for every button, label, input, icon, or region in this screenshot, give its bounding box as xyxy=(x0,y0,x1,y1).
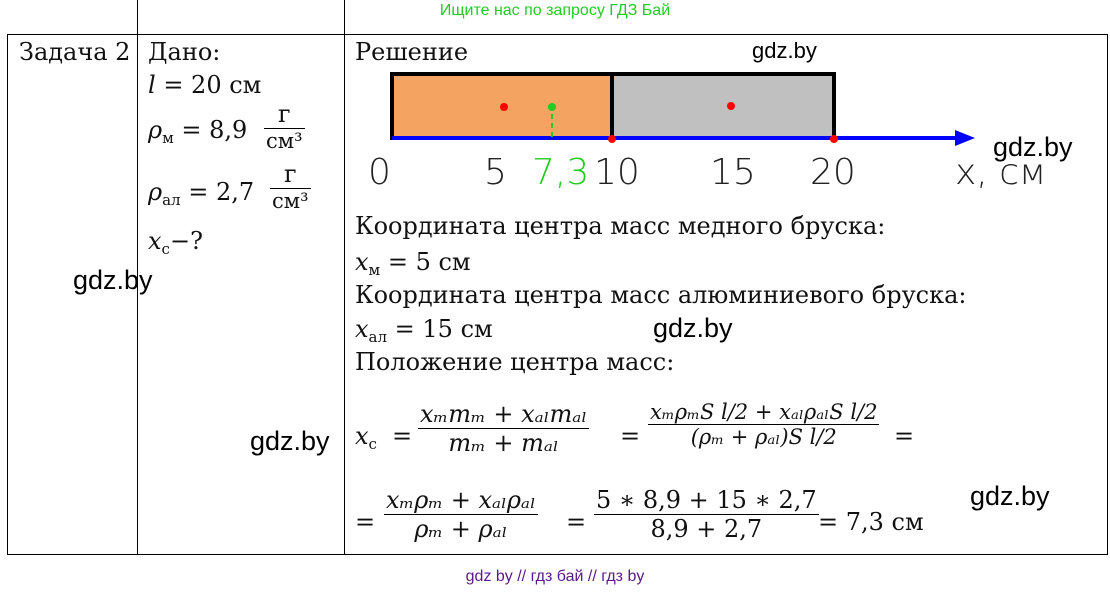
eq-sign-3: = xyxy=(894,422,915,450)
tick-label-0: 0 xyxy=(368,152,391,193)
fraction-3 xyxy=(384,486,538,543)
eq-sign-5: = xyxy=(566,508,587,536)
rho-copper-value: = 8,9 xyxy=(173,116,248,144)
unit-denominator: см³ xyxy=(272,189,309,213)
fraction-4-num: 5 ∗ 8,9 + 15 ∗ 2,7 xyxy=(596,486,817,514)
tick-label-10: 10 xyxy=(594,152,640,193)
xal-sub: ал xyxy=(368,328,388,346)
copper-center-value xyxy=(355,250,471,278)
aluminium-center-value xyxy=(355,317,493,345)
xc-symbol: x xyxy=(355,422,369,450)
rho-aluminium-sub: ал xyxy=(162,191,181,209)
fraction-2-den: (ρₘ + ρₐₗ)S l/2 xyxy=(690,425,837,449)
rho-copper-sub: м xyxy=(162,129,174,147)
fraction-1-den: mₘ + mₐₗ xyxy=(448,429,559,457)
site-hint-link[interactable]: Ищите нас по запросу ГДЗ Бай xyxy=(439,2,671,19)
mass-center-point xyxy=(548,103,556,111)
fraction-2 xyxy=(648,400,879,449)
length-symbol: l xyxy=(148,71,156,99)
watermark: gdz.by xyxy=(250,426,330,456)
rho-aluminium-symbol: ρ xyxy=(148,178,163,206)
unit-numerator: г xyxy=(277,100,291,128)
eq-sign-2: = xyxy=(620,422,641,450)
eq-sign-4: = xyxy=(355,508,376,536)
length-value: = 20 см xyxy=(155,71,262,99)
find-sub: c xyxy=(161,240,170,258)
given-density-aluminium xyxy=(148,180,254,208)
solution-title: Решение xyxy=(355,38,469,66)
column-divider-2 xyxy=(344,0,345,555)
aluminium-center-point xyxy=(727,102,735,110)
watermark: gdz.by xyxy=(653,313,733,343)
watermark: gdz.by xyxy=(752,38,817,63)
copper-center-text: Координата центра масс медного бруска: xyxy=(355,212,886,240)
copper-center-point xyxy=(500,103,508,111)
x-axis-arrow xyxy=(955,130,975,146)
fraction-1-num: xₘmₘ + xₐₗmₐₗ xyxy=(420,400,588,428)
xc-sub: c xyxy=(368,435,377,453)
task-label: Задача 2 xyxy=(19,38,131,66)
find-quantity xyxy=(148,229,203,257)
eq-lhs xyxy=(355,424,377,452)
xm-sub: м xyxy=(368,261,381,279)
xal-symbol: x xyxy=(355,315,369,343)
fraction-1 xyxy=(418,400,589,457)
given-length xyxy=(148,73,261,97)
rho-aluminium-value: = 2,7 xyxy=(180,178,255,206)
find-symbol: x xyxy=(148,227,162,255)
given-title: Дано: xyxy=(148,38,221,66)
mass-center-text: Положение центра масс: xyxy=(355,348,675,376)
unit-numerator: г xyxy=(283,160,297,188)
xm-symbol: x xyxy=(355,248,369,276)
axis-point-10 xyxy=(608,135,616,143)
eq-sign-1: = xyxy=(392,422,413,450)
xal-value: = 15 см xyxy=(387,315,493,343)
watermark: gdz.by xyxy=(970,481,1050,511)
fraction-4 xyxy=(594,486,819,543)
tick-label-5: 5 xyxy=(484,152,507,193)
tick-label-7-3: 7,3 xyxy=(532,152,590,193)
rho-copper-symbol: ρ xyxy=(148,116,163,144)
find-tail: −? xyxy=(169,227,203,255)
watermark: gdz.by xyxy=(993,132,1073,162)
unit-fraction-aluminium xyxy=(270,160,311,213)
result-value: = 7,3 см xyxy=(818,508,924,536)
aluminium-center-text: Координата центра масс алюминиевого бруска: xyxy=(355,281,967,309)
fraction-3-num: xₘρₘ + xₐₗρₐₗ xyxy=(386,486,536,514)
axis-label: x, см xyxy=(955,152,1047,193)
xm-value: = 5 см xyxy=(380,248,471,276)
given-density-copper xyxy=(148,118,247,146)
fraction-3-den: ρₘ + ρₐₗ xyxy=(414,515,508,543)
tick-label-15: 15 xyxy=(710,152,756,193)
aluminium-bar xyxy=(612,74,834,138)
footer-links[interactable]: gdz by // гдз бай // гдз by xyxy=(465,568,645,585)
unit-denominator: см³ xyxy=(266,129,303,153)
unit-fraction-copper xyxy=(264,100,305,153)
fraction-2-num: xₘρₘS l/2 + xₐₗρₐₗS l/2 xyxy=(650,400,878,424)
tick-label-20: 20 xyxy=(810,152,856,193)
watermark: gdz.by xyxy=(73,265,153,295)
axis-point-20 xyxy=(830,135,838,143)
fraction-4-den: 8,9 + 2,7 xyxy=(650,515,763,543)
